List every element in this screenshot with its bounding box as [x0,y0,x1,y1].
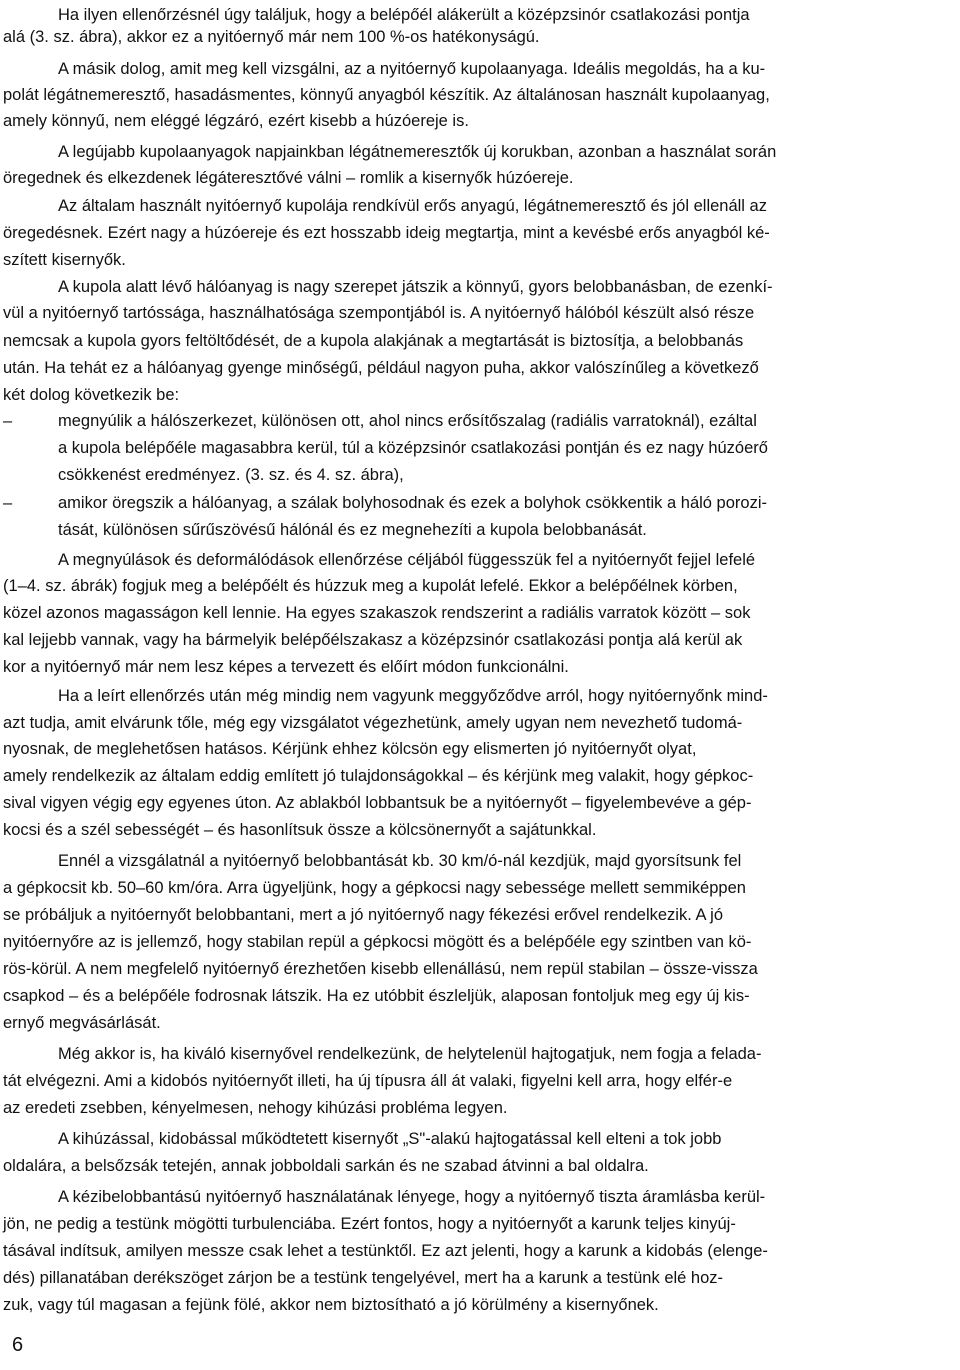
text-line: tát elvégezni. Ami a kidobós nyitóernyőt illeti, ha új típusra áll át valaki, figyelni kell arra, hogy elfér-e [3,1072,733,1090]
text-line: tásával indítsuk, amilyen messze csak lehet a testünktől. Ez azt jelenti, hogy a karunk a kidobás (elenge- [3,1242,768,1260]
text-line: sival vigyen végig egy egyenes úton. Az ablakból lobbantsuk be a nyitóernyőt – figyelembevéve a gép- [3,794,752,812]
text-line: nemcsak a kupola gyors feltöltődését, de a kupola alakjának a megtartását is biztosítja, a belobbanás [3,332,744,350]
page-number: 6 [12,1334,24,1356]
text-line: megnyúlik a hálószerkezet, különösen ott, ahol nincs erősítőszalag (radiális varratoknál), ezáltal [58,412,757,430]
text-line: A legújabb kupolaanyagok napjainkban légátnemeresztők új korukban, azonban a használat során [58,143,777,161]
text-line: tását, különösen sűrűszövésű hálónál és ez megnehezíti a kupola belobbanását. [58,521,647,539]
text-line: közel azonos magasságon kell lennie. Ha egyes szakaszok rendszerint a radiális varratok között – sok [3,604,751,622]
text-line: öregednek és elkezdenek légáteresztővé válni – romlik a kisernyők húzóereje. [3,169,574,187]
text-line: Ha a leírt ellenőrzés után még mindig nem vagyunk meggyőződve arról, hogy nyitóernyőnk mind- [58,687,768,705]
text-line: zuk, vagy túl magasan a fejünk fölé, akkor nem biztosítható a jó körülmény a kisernyőnek. [3,1296,659,1314]
text-line: öregedésnek. Ezért nagy a húzóereje és ezt hosszabb ideig megtartja, mint a kevésbé erős anyagból ké- [3,224,770,242]
text-line: két dolog következik be: [3,386,180,404]
text-line: A másik dolog, amit meg kell vizsgálni, az a nyitóernyő kupolaanyaga. Ideális megoldás, ha a ku- [58,60,766,78]
text-line: jön, ne pedig a testünk mögötti turbulenciába. Ezért fontos, hogy a nyitóernyőt a karunk teljes kinyúj- [3,1215,736,1233]
text-line: alá (3. sz. ábra), akkor ez a nyitóernyő már nem 100 %-os hatékonyságú. [3,28,540,46]
text-line: amely rendelkezik az általam eddig említett jó tulajdonságokkal – és kérjünk meg valakit, hogy gépkoc- [3,767,754,785]
text-line: azt tudja, amit elvárunk tőle, még egy vizsgálatot végezhetünk, amely ugyan nem nevezhető tudomá- [3,714,743,732]
text-line: csapkod – és a belépőéle fodrosnak látszik. Ha ez utóbbit észleljük, alaposan fontoljuk meg egy új kis- [3,987,750,1005]
text-line: A kupola alatt lévő hálóanyag is nagy szerepet játszik a könnyű, gyors belobbanásban, de ezenkí- [58,278,773,296]
text-line: polát légátnemeresztő, hasadásmentes, könnyű anyagból készítik. Az általánosan használt kupolaanyag, [3,86,770,104]
text-line: se próbáljuk a nyitóernyőt belobbantani, mert a jó nyitóernyő nagy fékezési erővel rendelkezik. A jó [3,906,724,924]
text-line: rös-körül. A nem megfelelő nyitóernyő érezhetően kisebb ellenállású, nem repül stabilan – össze-vissza [3,960,758,978]
text-line: a gépkocsit kb. 50–60 km/óra. Arra ügyeljünk, hogy a gépkocsi nagy sebessége mellett semmiképpen [3,879,746,897]
text-line: amikor öregszik a hálóanyag, a szálak bolyhosodnak és ezek a bolyhok csökkentik a háló porozi- [58,494,767,512]
text-line: a kupola belépőéle magasabbra kerül, túl a középzsinór csatlakozási pontján és ez nagy húzóerő [58,439,768,457]
text-line: ernyő megvásárlását. [3,1014,161,1032]
list-dash: – [3,412,13,430]
text-line: A kihúzással, kidobással működtetett kisernyőt „S"-alakú hajtogatással kell elteni a tok jobb [58,1130,722,1148]
text-line: csökkenést eredményez. (3. sz. és 4. sz. ábra), [58,466,404,484]
text-line: Ennél a vizsgálatnál a nyitóernyő belobbantását kb. 30 km/ó-nál kezdjük, majd gyorsítsunk fel [58,852,742,870]
text-line: (1–4. sz. ábrák) fogjuk meg a belépőélt és húzzuk meg a kupolát lefelé. Ekkor a belépőélnek körben, [3,577,738,595]
text-line: kor a nyitóernyő már nem lesz képes a tervezett és előírt módon funkcionálni. [3,658,569,676]
text-line: A kézibelobbantású nyitóernyő használatának lényege, hogy a nyitóernyő tiszta áramlásba kerül- [58,1188,766,1206]
text-line: nyosnak, de meglehetősen hatásos. Kérjünk ehhez kölcsön egy elismerten jó nyitóernyőt olyat, [3,740,697,758]
text-line: szített kisernyők. [3,251,126,269]
text-line: amely könnyű, nem eléggé légzáró, ezért kisebb a húzóereje is. [3,112,469,130]
text-line: A megnyúlások és deformálódások ellenőrzése céljából függesszük fel a nyitóernyőt fejjel lefelé [58,551,756,569]
text-line: Ha ilyen ellenőrzésnél úgy találjuk, hogy a belépőél alákerült a középzsinór csatlakozási pontja [58,6,750,24]
text-line: oldalára, a belsőzsák tetején, annak jobboldali sarkán és ne szabad átvinni a bal oldalra. [3,1157,649,1175]
text-line: vül a nyitóernyő tartóssága, használhatósága szempontjából is. A nyitóernyő hálóból készült alsó része [3,304,755,322]
text-line: dés) pillanatában derékszöget zárjon be a testünk tengelyével, mert ha a karunk a testünk elé hoz- [3,1269,724,1287]
text-line: Még akkor is, ha kiváló kisernyővel rendelkezünk, de helytelenül hajtogatjuk, nem fogja a felada- [58,1045,762,1063]
text-line: után. Ha tehát ez a hálóanyag gyenge minőségű, például nagyon puha, akkor valószínűleg a következő [3,359,759,377]
text-line: az eredeti zsebben, kényelmesen, nehogy kihúzási probléma legyen. [3,1099,508,1117]
text-line: nyitóernyőre az is jellemző, hogy stabilan repül a gépkocsi mögött és a belépőéle egy szintben van kö- [3,933,752,951]
text-line: Az általam használt nyitóernyő kupolája rendkívül erős anyagú, légátnemeresztő és jól ellenáll az [58,197,767,215]
list-dash: – [3,494,13,512]
text-line: kal lejjebb vannak, vagy ha bármelyik belépőélszakasz a középzsinór csatlakozási pontja alá kerül ak [3,631,743,649]
text-line: kocsi és a szél sebességét – és hasonlítsuk össze a kölcsönernyőt a sajátunkkal. [3,821,597,839]
